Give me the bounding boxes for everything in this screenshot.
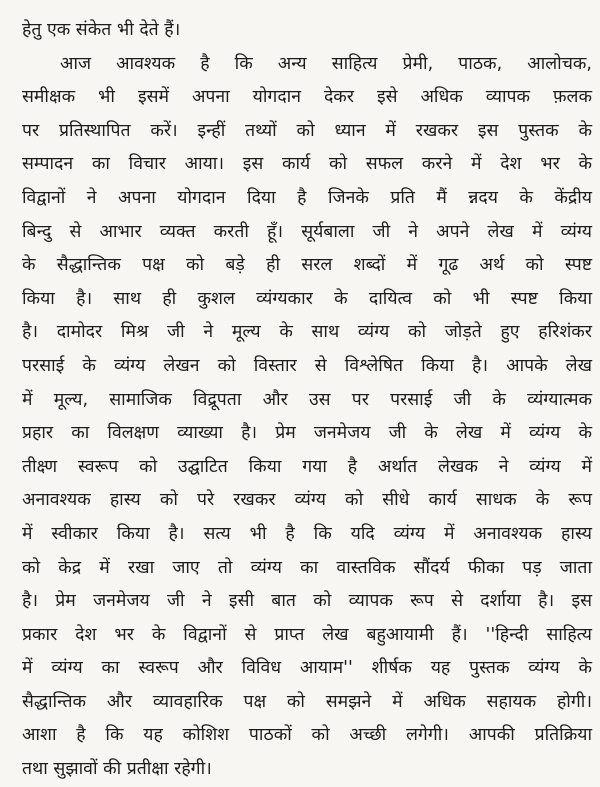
text-line: परसाई के व्यंग्य लेखन को विस्तार से विश्लेषित किया है। आपके लेख (22, 355, 592, 376)
text-line: अनावश्यक हास्य को परे रखकर व्यंग्य को सीधे कार्य साधक के रूप (22, 490, 592, 511)
text-line: हेतु एक संकेत भी देते हैं। (22, 20, 181, 40)
text-line: में स्वीकार किया है। सत्य भी है कि यदि व्यंग्य में अनावश्यक हास्य (22, 523, 592, 544)
text-line: को केद्र में रखा जाए तो व्यंग्य का वास्तविक सौंदर्य फीका पड़ जाता (22, 557, 592, 578)
text-line: सम्पादन का विचार आया। इस कार्य को सफल करने में देश भर के (22, 154, 592, 175)
text-line: प्रहार का विलक्षण व्याख्या है। प्रेम जनमेजय जी के लेख में व्यंग्य के (22, 423, 592, 444)
text-line: विद्वानों ने अपना योगदान दिया है जिनके प्रति मैं न्नदय के केंद्रीय (22, 187, 592, 208)
text-line: में व्यंग्य का स्वरूप और विविध आयाम'' शीर्षक यह पुस्तक व्यंग्य के (22, 658, 592, 679)
text-line: में मूल्य, सामाजिक विद्रूपता और उस पर परसाई जी के व्यंग्यात्मक (22, 389, 592, 410)
text-line: के सैद्धान्तिक पक्ष को बड़े ही सरल शब्दों में गूढ अर्थ को स्पष्ट (22, 255, 592, 276)
text-line: पर प्रतिस्थापित करें। इन्हीं तथ्यों को ध्यान में रखकर इस पुस्तक के (22, 120, 592, 141)
paragraph-first-line: आज आवश्यक है कि अन्य साहित्य प्रेमी, पाठक, आलोचक, (60, 53, 592, 74)
text-line: है। दामोदर मिश्र जी ने मूल्य के साथ व्यंग्य को जोड़ते हुए हरिशंकर (22, 322, 592, 343)
text-line: आशा है कि यह कोशिश पाठकों को अच्छी लगेगी। आपकी प्रतिक्रिया (22, 725, 592, 746)
text-line: समीक्षक भी इसमें अपना योगदान देकर इसे अधिक व्यापक फ़लक (22, 87, 592, 108)
text-line: सैद्धान्तिक और व्यावहारिक पक्ष को समझने में अधिक सहायक होगी। (22, 691, 592, 712)
text-line: किया है। साथ ही कुशल व्यंग्यकार के दायित्व को भी स्पष्ट किया (22, 288, 592, 309)
text-line: है। प्रेम जनमेजय जी ने इसी बात को व्यापक रूप से दर्शाया है। इस (22, 591, 592, 612)
paragraph-last-line: तथा सुझावों की प्रतीक्षा रहेगी। (22, 759, 212, 780)
text-line: तीक्ष्ण स्वरूप को उद्घाटित किया गया है अर्थात लेखक ने व्यंग्य में (22, 456, 592, 477)
text-line: बिन्दु से आभार व्यक्त करती हूँ। सूर्यबाला जी ने अपने लेख में व्यंग्य (22, 221, 592, 242)
text-line: प्रकार देश भर के विद्वानों से प्राप्त लेख बहुआयामी हैं। ''हिन्दी साहित्य (22, 624, 592, 645)
